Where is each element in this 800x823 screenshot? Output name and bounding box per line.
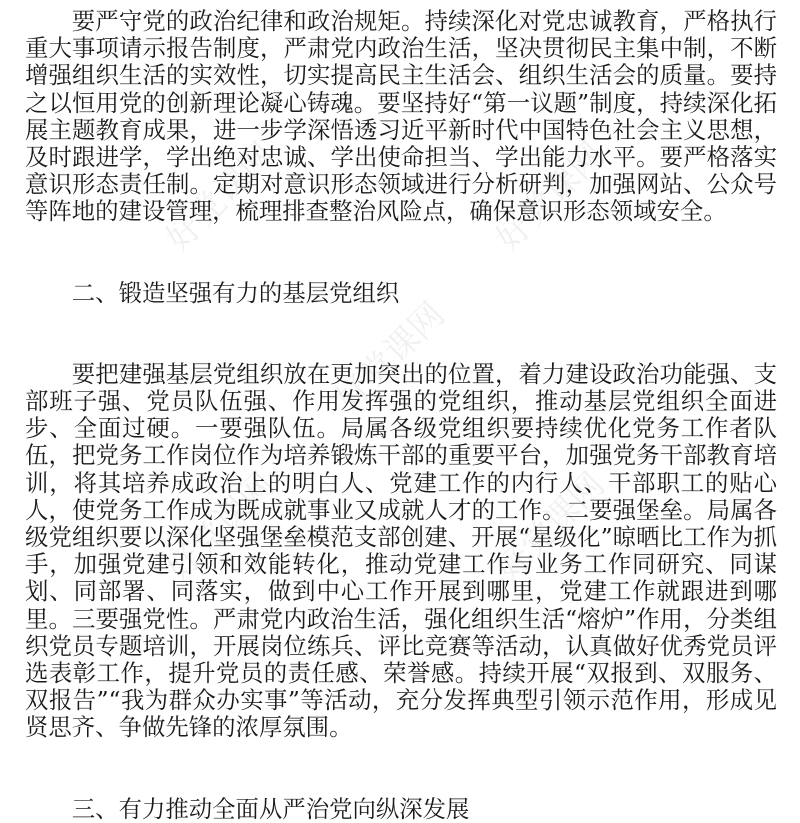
document-page [25,8,777,823]
watermark: 好党课网 [488,464,613,590]
section-heading-3: 三、有力推动全面从严治党向纵深发展 [71,794,470,823]
spacer [25,307,777,361]
paragraph-political-discipline: 要严守党的政治纪律和政治规矩。持续深化对党忠诚教育，严格执行重大事项请示报告制度，严肃党内政治生活，坚决贯彻民主集中制，不断增强组织生活的实效性，切实提高民主生活会、组织生活会的质量。要持之以恒用党的创新理论凝心铸魂。要坚持好“第一议题”制度，持续深化拓展主题教育成果，进一步学深悟透习近平新时代中国特色社会主义思想，及时跟进学，学出绝对忠诚、学出使命担当、学出能力水平。要严格落实意识形态责任制。定期对意识形态领域进行分析研判，加强网站、公众号等阵地的建设管理，梳理排查整治风险点，确保意识形态领域安全。 [25,7,777,226]
watermark: 好党课网 [158,464,283,590]
section-heading-2: 二、锻造坚强有力的基层党组织 [71,278,400,307]
watermark: 好党课网 [158,134,283,260]
watermark: 好党课网 [488,134,613,260]
spacer [25,742,777,796]
watermark: 好党课网 [328,294,453,420]
paragraph-grassroots-organization: 要把建强基层党组织放在更加突出的位置，着力建设政治功能强、支部班子强、党员队伍强、作用发挥强的党组织，推动基层党组织全面进步、全面过硬。一要强队伍。局属各级党组织要持续优化党务工作者队伍，把党务工作岗位作为培养锻炼干部的重要平台，加强党务干部教育培训，将其培养成政治上的明白人、党建工作的内行人、干部职工的贴心人，使党务工作成为既成就事业又成就人才的工作。二要强堡垒。局属各级党组织要以深化坚强堡垒模范支部创建、开展“星级化”晾晒比工作为抓手，加强党建引领和效能转化，推动党建工作与业务工作同研究、同谋划、同部署、同落实，做到中心工作开展到哪里，党建工作就跟进到哪里。三要强党性。严肃党内政治生活，强化组织生活“熔炉”作用，分类组织党员专题培训，开展岗位练兵、评比竞赛等活动，认真做好优秀党员评选表彰工作，提升党员的责任感、荣誉感。持续开展“双报到、双服务、双报告”“我为群众办实事”等活动，充分发挥典型引领示范作用，形成见贤思齐、争做先锋的浓厚氛围。 [25,359,777,742]
spacer [25,226,777,280]
